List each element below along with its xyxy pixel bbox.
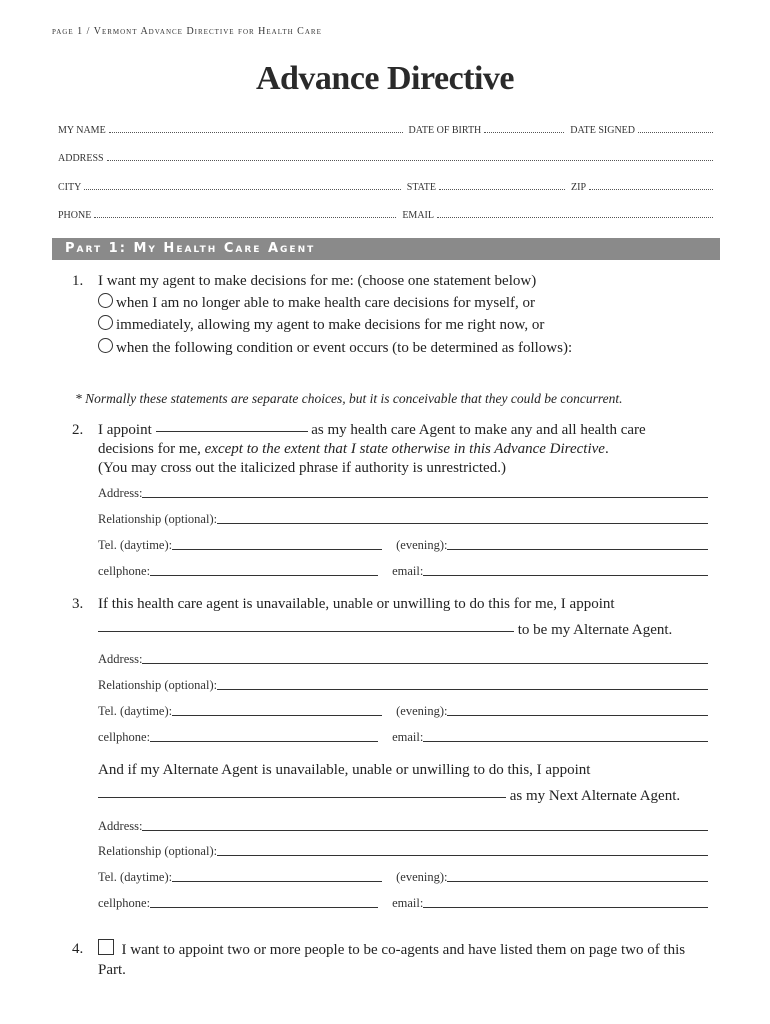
my-name-label: MY NAME bbox=[58, 125, 106, 136]
state-label: STATE bbox=[406, 182, 436, 193]
q2-line3: (You may cross out the italicized phrase if authority is unrestricted.) bbox=[98, 460, 506, 476]
agent-email-field[interactable] bbox=[423, 575, 708, 576]
q3-text: If this health care agent is unavailable, unable or unwilling to do this for me, I appoint bbox=[98, 596, 615, 612]
q1-option-1-label: when I am no longer able to make health care decisions for myself, or bbox=[116, 295, 536, 311]
my-name-field[interactable] bbox=[109, 132, 403, 133]
q2-line2-end: . bbox=[604, 441, 609, 457]
address-label: ADDRESS bbox=[58, 153, 104, 164]
agent-address-row bbox=[98, 487, 708, 501]
next-email-field[interactable] bbox=[423, 907, 708, 908]
q2-italic-phrase: except to the extent that I state otherwise in this Advance Directive bbox=[204, 441, 605, 457]
phone-label: PHONE bbox=[58, 210, 92, 221]
q2-line2 bbox=[98, 439, 609, 459]
q2-line2-plain: decisions for me, bbox=[98, 441, 205, 457]
alt-relationship-label: Relationship (optional): bbox=[98, 678, 218, 692]
q1-option-1-radio[interactable] bbox=[98, 293, 113, 308]
address-field[interactable] bbox=[107, 160, 713, 161]
alt-tel-label: Tel. (daytime): bbox=[98, 704, 173, 718]
agent-relationship-label: Relationship (optional): bbox=[98, 512, 218, 526]
personal-info-row-2 bbox=[58, 148, 713, 164]
next-relationship-label: Relationship (optional): bbox=[98, 844, 218, 858]
alt-phone-row bbox=[98, 705, 708, 719]
alt-cell-label: cellphone: bbox=[98, 730, 151, 744]
agent-evening-field[interactable] bbox=[447, 549, 708, 550]
alt-evening-field[interactable] bbox=[447, 715, 708, 716]
dob-label: DATE OF BIRTH bbox=[408, 125, 482, 136]
agent-relationship-row bbox=[98, 513, 708, 527]
next-alternate-suffix: as my Next Alternate Agent. bbox=[509, 788, 681, 804]
q1-option-3-label: when the following condition or event occurs (to be determined as follows): bbox=[116, 340, 573, 356]
next-evening-label: (evening): bbox=[396, 870, 448, 884]
agent-name-field[interactable] bbox=[156, 431, 308, 432]
next-cell-field[interactable] bbox=[150, 907, 378, 908]
personal-info-row-1 bbox=[58, 120, 713, 136]
agent-cell-row bbox=[98, 565, 708, 579]
phone-field[interactable] bbox=[94, 217, 396, 218]
agent-address-field[interactable] bbox=[142, 497, 708, 498]
concurrency-note: * Normally these statements are separate choices, but it is conceivable that they could be concurrent. bbox=[75, 391, 623, 406]
alt-cell-field[interactable] bbox=[150, 741, 378, 742]
q2-number: 2. bbox=[72, 422, 84, 438]
alternate-agent-name-field[interactable] bbox=[98, 631, 514, 632]
q3-number: 3. bbox=[72, 596, 84, 612]
next-tel-field[interactable] bbox=[172, 881, 382, 882]
personal-info-row-4 bbox=[58, 205, 713, 221]
agent-address-label: Address: bbox=[98, 486, 143, 500]
agent-email-label: email: bbox=[392, 564, 424, 578]
alt-relationship-row bbox=[98, 679, 708, 693]
next-relationship-row bbox=[98, 845, 708, 859]
q1-text: I want my agent to make decisions for me: (choose one statement below) bbox=[98, 273, 537, 289]
next-phone-row bbox=[98, 871, 708, 885]
alt-evening-label: (evening): bbox=[396, 704, 448, 718]
q4-text2: Part. bbox=[98, 962, 126, 978]
alt-address-row bbox=[98, 653, 708, 667]
date-signed-label: DATE SIGNED bbox=[570, 125, 635, 136]
q2-suffix: as my health care Agent to make any and all health care bbox=[311, 422, 646, 438]
city-label: CITY bbox=[58, 182, 82, 193]
q1-number: 1. bbox=[72, 273, 84, 289]
personal-info-row-3 bbox=[58, 177, 713, 193]
date-signed-field[interactable] bbox=[638, 132, 713, 133]
q4-text: I want to appoint two or more people to be co-agents and have listed them on page two of this bbox=[121, 942, 686, 958]
q4-line1 bbox=[98, 939, 685, 960]
dob-field[interactable] bbox=[484, 132, 564, 133]
q1-option-2-label: immediately, allowing my agent to make decisions for me right now, or bbox=[116, 317, 545, 333]
alternate-agent-suffix: to be my Alternate Agent. bbox=[517, 622, 673, 638]
agent-cell-field[interactable] bbox=[150, 575, 378, 576]
zip-field[interactable] bbox=[589, 189, 713, 190]
alt-email-field[interactable] bbox=[423, 741, 708, 742]
next-relationship-field[interactable] bbox=[217, 855, 708, 856]
alt-address-label: Address: bbox=[98, 652, 143, 666]
co-agents-checkbox[interactable] bbox=[98, 939, 114, 955]
q1-option-2[interactable] bbox=[98, 315, 544, 335]
email-label: EMAIL bbox=[402, 210, 434, 221]
alt-address-field[interactable] bbox=[142, 663, 708, 664]
next-address-label: Address: bbox=[98, 819, 143, 833]
agent-phone-row bbox=[98, 539, 708, 553]
part1-heading: Part 1: My Health Care Agent bbox=[52, 238, 720, 260]
next-email-label: email: bbox=[392, 896, 424, 910]
alt-relationship-field[interactable] bbox=[217, 689, 708, 690]
q2-line1 bbox=[98, 420, 646, 440]
city-field[interactable] bbox=[84, 189, 400, 190]
page-title: Advance Directive bbox=[255, 60, 515, 97]
next-cell-row bbox=[98, 897, 708, 911]
alt-email-label: email: bbox=[392, 730, 424, 744]
agent-tel-label: Tel. (daytime): bbox=[98, 538, 173, 552]
q1-option-1[interactable] bbox=[98, 293, 535, 313]
alt-tel-field[interactable] bbox=[172, 715, 382, 716]
next-evening-field[interactable] bbox=[447, 881, 708, 882]
next-alternate-line bbox=[98, 786, 680, 806]
q1-option-3[interactable] bbox=[98, 338, 572, 358]
running-head: page 1 / Vermont Advance Directive for Health Care bbox=[52, 26, 322, 37]
next-alternate-text: And if my Alternate Agent is unavailable, unable or unwilling to do this, I appoint bbox=[98, 762, 591, 778]
q1-option-2-radio[interactable] bbox=[98, 315, 113, 330]
agent-cell-label: cellphone: bbox=[98, 564, 151, 578]
next-address-field[interactable] bbox=[142, 830, 708, 831]
alternate-agent-line bbox=[98, 620, 672, 640]
next-address-row bbox=[98, 820, 708, 834]
agent-evening-label: (evening): bbox=[396, 538, 448, 552]
next-tel-label: Tel. (daytime): bbox=[98, 870, 173, 884]
q2-prefix: I appoint bbox=[98, 422, 152, 438]
email-field[interactable] bbox=[437, 217, 713, 218]
next-alternate-name-field[interactable] bbox=[98, 797, 506, 798]
zip-label: ZIP bbox=[571, 182, 586, 193]
agent-relationship-field[interactable] bbox=[217, 523, 708, 524]
next-cell-label: cellphone: bbox=[98, 896, 151, 910]
q4-number: 4. bbox=[72, 941, 84, 957]
alt-cell-row bbox=[98, 731, 708, 745]
q1-option-3-radio[interactable] bbox=[98, 338, 113, 353]
state-field[interactable] bbox=[439, 189, 565, 190]
agent-tel-field[interactable] bbox=[172, 549, 382, 550]
